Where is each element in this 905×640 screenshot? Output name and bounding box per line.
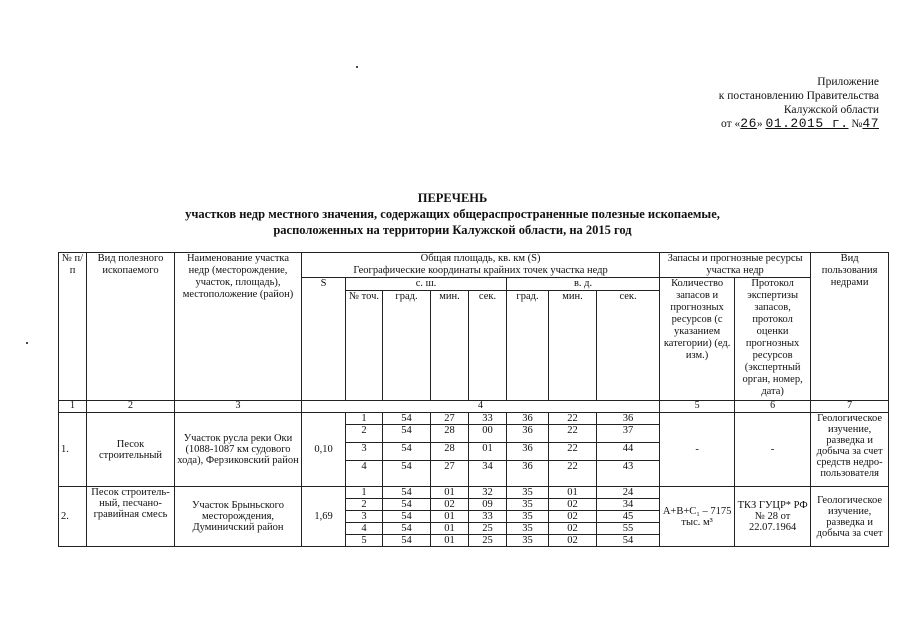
title-sub-2: расположенных на территории Калужской области, на 2015 год bbox=[273, 223, 632, 237]
header-lon-sec: сек. bbox=[597, 291, 660, 401]
lat-deg: 54 bbox=[383, 425, 431, 443]
header-lat-sec: сек. bbox=[469, 291, 507, 401]
column-number-row bbox=[59, 401, 889, 413]
date-day: 26 bbox=[740, 116, 757, 131]
header-site-name: Наименование участка недр (месторождение, участок, площадь), местоположение (район) bbox=[175, 253, 302, 401]
lon-sec: 54 bbox=[597, 535, 660, 547]
lon-sec: 34 bbox=[597, 499, 660, 511]
lon-deg: 36 bbox=[507, 443, 549, 461]
header-lat-min: мин. bbox=[431, 291, 469, 401]
lon-min: 22 bbox=[549, 443, 597, 461]
col-num-7: 7 bbox=[811, 401, 889, 413]
row-reserves-qty: - bbox=[660, 413, 735, 487]
col-num-3: 3 bbox=[175, 401, 302, 413]
col-num-2: 2 bbox=[87, 401, 175, 413]
header-coords: Географические координаты крайних точек участка недр bbox=[353, 265, 608, 276]
lat-sec: 09 bbox=[469, 499, 507, 511]
date-line: от «26» 01.2015 г. №47 bbox=[721, 116, 879, 131]
header-num: № п/п bbox=[59, 253, 87, 401]
row-protocol: ТКЗ ГУЦР* РФ № 28 от 22.07.1964 bbox=[735, 487, 811, 547]
lon-sec: 45 bbox=[597, 511, 660, 523]
title-main: ПЕРЕЧЕНЬ bbox=[417, 191, 488, 205]
row-area: 1,69 bbox=[302, 487, 346, 547]
lon-min: 22 bbox=[549, 425, 597, 443]
header-reserves: Запасы и прогнозные ресурсы участка недр bbox=[660, 253, 811, 278]
appendix-label: Приложение bbox=[817, 76, 879, 88]
lon-deg: 36 bbox=[507, 413, 549, 425]
title-sub-1: участков недр местного значения, содержащих общераспространенные полезные ископаемые, bbox=[185, 207, 720, 221]
lat-min: 28 bbox=[431, 425, 469, 443]
lat-sec: 33 bbox=[469, 413, 507, 425]
point-num: 4 bbox=[346, 523, 383, 535]
lat-min: 02 bbox=[431, 499, 469, 511]
lat-min: 01 bbox=[431, 511, 469, 523]
region-label: Калужской области bbox=[783, 104, 879, 116]
date-rest: 01.2015 г. bbox=[765, 116, 849, 131]
row-num: 2. bbox=[59, 487, 87, 547]
document-header bbox=[719, 75, 879, 131]
lat-deg: 54 bbox=[383, 499, 431, 511]
lon-sec: 43 bbox=[597, 461, 660, 487]
col-num-5: 5 bbox=[660, 401, 735, 413]
lat-min: 01 bbox=[431, 487, 469, 499]
header-area-coords bbox=[302, 253, 660, 278]
col-num-4: 4 bbox=[302, 401, 660, 413]
point-num: 3 bbox=[346, 443, 383, 461]
document-title bbox=[0, 190, 905, 238]
header-point: № точ. bbox=[346, 291, 383, 401]
lon-sec: 55 bbox=[597, 523, 660, 535]
header-protocol: Протокол экспертизы запасов, протокол оценки прогнозных ресурсов (экспертный орган, номер, дата) bbox=[735, 278, 811, 401]
point-num: 1 bbox=[346, 487, 383, 499]
lon-deg: 36 bbox=[507, 461, 549, 487]
lon-sec: 44 bbox=[597, 443, 660, 461]
lon-deg: 35 bbox=[507, 535, 549, 547]
row-mineral-type: Песок строительный bbox=[87, 413, 175, 487]
row-mineral-type: Песок строитель-ный, песчано-гравийная смесь bbox=[87, 487, 175, 547]
lat-sec: 25 bbox=[469, 535, 507, 547]
lon-deg: 35 bbox=[507, 523, 549, 535]
row-area: 0,10 bbox=[302, 413, 346, 487]
row-reserves-qty: А+В+С₁ – 7175 тыс. м³ bbox=[660, 487, 735, 547]
lat-sec: 33 bbox=[469, 511, 507, 523]
header-lon-deg: град. bbox=[507, 291, 549, 401]
lon-min: 02 bbox=[549, 535, 597, 547]
lon-sec: 24 bbox=[597, 487, 660, 499]
lat-min: 28 bbox=[431, 443, 469, 461]
col-num-1: 1 bbox=[59, 401, 87, 413]
row-site-name: Участок русла реки Оки (1088-1087 км судового хода), Ферзиковский район bbox=[175, 413, 302, 487]
lon-sec: 36 bbox=[597, 413, 660, 425]
lat-min: 27 bbox=[431, 413, 469, 425]
table-row bbox=[59, 413, 889, 425]
subsoil-register-table bbox=[58, 252, 889, 547]
lat-deg: 54 bbox=[383, 461, 431, 487]
row-site-name: Участок Брыньского месторождения, Думиничский район bbox=[175, 487, 302, 547]
speck-mark bbox=[356, 66, 358, 68]
lat-deg: 54 bbox=[383, 413, 431, 425]
col-num-6: 6 bbox=[735, 401, 811, 413]
point-num: 5 bbox=[346, 535, 383, 547]
header-lat: с. ш. bbox=[346, 278, 507, 291]
lon-sec: 37 bbox=[597, 425, 660, 443]
table-row bbox=[59, 487, 889, 499]
lat-sec: 32 bbox=[469, 487, 507, 499]
from-label: от bbox=[721, 118, 732, 130]
header-use-type: Вид пользования недрами bbox=[811, 253, 889, 401]
header-area: Общая площадь, кв. км (S) bbox=[420, 253, 541, 264]
lat-deg: 54 bbox=[383, 443, 431, 461]
point-num: 2 bbox=[346, 499, 383, 511]
lat-deg: 54 bbox=[383, 523, 431, 535]
lat-deg: 54 bbox=[383, 511, 431, 523]
lon-deg: 35 bbox=[507, 499, 549, 511]
point-num: 3 bbox=[346, 511, 383, 523]
lat-min: 01 bbox=[431, 523, 469, 535]
point-num: 2 bbox=[346, 425, 383, 443]
header-mineral-type: Вид полезного ископаемого bbox=[87, 253, 175, 401]
lon-min: 22 bbox=[549, 413, 597, 425]
lat-deg: 54 bbox=[383, 487, 431, 499]
point-num: 4 bbox=[346, 461, 383, 487]
header-s: S bbox=[302, 278, 346, 401]
resolution-label: к постановлению Правительства bbox=[718, 90, 879, 102]
resolution-number: 47 bbox=[862, 116, 879, 131]
lat-sec: 00 bbox=[469, 425, 507, 443]
header-row-1 bbox=[59, 253, 889, 278]
lat-deg: 54 bbox=[383, 535, 431, 547]
header-lat-deg: град. bbox=[383, 291, 431, 401]
speck-mark bbox=[26, 342, 28, 344]
row-protocol: - bbox=[735, 413, 811, 487]
lon-min: 02 bbox=[549, 511, 597, 523]
lon-deg: 35 bbox=[507, 487, 549, 499]
lat-min: 01 bbox=[431, 535, 469, 547]
header-lon-min: мин. bbox=[549, 291, 597, 401]
lon-min: 02 bbox=[549, 499, 597, 511]
header-lon: в. д. bbox=[507, 278, 660, 291]
lon-min: 22 bbox=[549, 461, 597, 487]
row-use-type: Геологическое изучение, разведка и добыча за счет средств недро-пользователя bbox=[811, 413, 889, 487]
lat-sec: 34 bbox=[469, 461, 507, 487]
lat-min: 27 bbox=[431, 461, 469, 487]
header-qty: Количество запасов и прогнозных ресурсов (с указанием категории) (ед. изм.) bbox=[660, 278, 735, 401]
row-num: 1. bbox=[59, 413, 87, 487]
row-use-type: Геологическое изучение, разведка и добыча за счет bbox=[811, 487, 889, 547]
lon-min: 01 bbox=[549, 487, 597, 499]
lon-deg: 35 bbox=[507, 511, 549, 523]
lon-min: 02 bbox=[549, 523, 597, 535]
lat-sec: 25 bbox=[469, 523, 507, 535]
point-num: 1 bbox=[346, 413, 383, 425]
lon-deg: 36 bbox=[507, 425, 549, 443]
lat-sec: 01 bbox=[469, 443, 507, 461]
number-label: № bbox=[851, 118, 863, 130]
